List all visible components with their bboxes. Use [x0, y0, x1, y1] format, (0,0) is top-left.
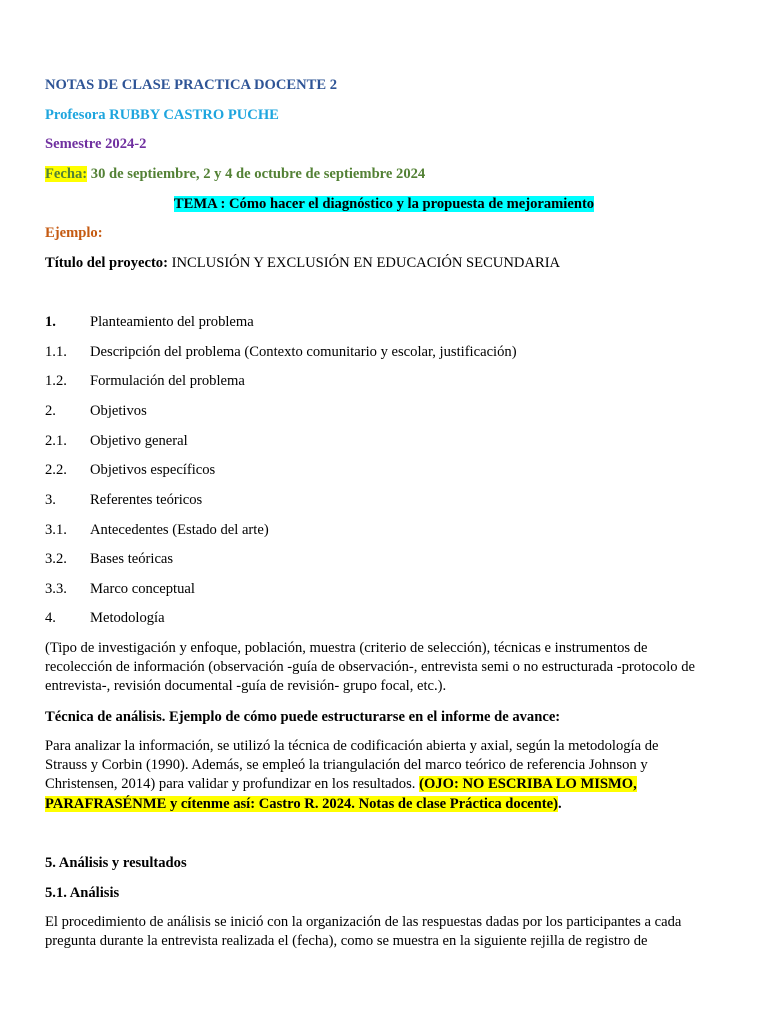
outline-item: Formulación del problema: [90, 373, 245, 389]
technique-paragraph-line: [45, 775, 637, 793]
tema-text: TEMA : Cómo hacer el diagnóstico y la propuesta de mejoramiento: [173, 196, 595, 212]
technique-paragraph-line: Para analizar la información, se utilizó la técnica de codificación abierta y axial, según la metodología de: [45, 738, 659, 754]
date-value: 30 de septiembre, 2 y 4 de octubre de septiembre 2024: [87, 166, 426, 182]
citation-end: .: [557, 796, 562, 812]
project-title-label: Título del proyecto:: [45, 255, 168, 271]
semester-label: Semestre 2024-2: [45, 136, 147, 152]
technique-paragraph-line: [45, 795, 562, 813]
subsection-heading-analysis: 5.1. Análisis: [45, 885, 120, 901]
outline-item: Metodología: [90, 610, 165, 626]
outline-num: 2.2.: [45, 462, 67, 478]
citation-note: (OJO: NO ESCRIBA LO MISMO,: [419, 776, 637, 792]
technique-text: Christensen, 2014) para validar y profundizar en los resultados.: [45, 776, 420, 792]
outline-item: Descripción del problema (Contexto comunitario y escolar, justificación): [90, 344, 517, 360]
outline-item: Bases teóricas: [90, 551, 174, 567]
outline-num: 1.: [45, 314, 56, 330]
outline-item: Objetivos: [90, 403, 147, 419]
outline-num: 3.3.: [45, 581, 67, 597]
citation-note: PARAFRASÉNME y cítenme así: Castro R. 2024. Notas de clase Práctica docente): [45, 796, 558, 812]
outline-num: 3.2.: [45, 551, 67, 567]
tema-heading: [0, 195, 768, 213]
outline-num: 2.: [45, 403, 56, 419]
outline-item: Objetivos específicos: [90, 462, 216, 478]
technique-heading: Técnica de análisis. Ejemplo de cómo puede estructurarse en el informe de avance:: [45, 709, 561, 725]
outline-num: 3.: [45, 492, 56, 508]
outline-item: Planteamiento del problema: [90, 314, 254, 330]
example-label: Ejemplo:: [45, 225, 103, 241]
method-note-line: entrevista-, revisión documental -guía de revisión- grupo focal, etc.).: [45, 678, 447, 694]
technique-paragraph-line: Strauss y Corbin (1990). Además, se empleó la triangulación del marco teórico de referencia Johnson y: [45, 757, 648, 773]
outline-num: 2.1.: [45, 433, 67, 449]
outline-num: 1.1.: [45, 344, 67, 360]
project-title-value: INCLUSIÓN Y EXCLUSIÓN EN EDUCACIÓN SECUNDARIA: [167, 255, 561, 271]
section-heading-results: 5. Análisis y resultados: [45, 855, 187, 871]
outline-num: 1.2.: [45, 373, 67, 389]
analysis-paragraph-line: El procedimiento de análisis se inició con la organización de las respuestas dadas por los participantes a cada: [45, 914, 682, 930]
outline-num: 4.: [45, 610, 56, 626]
date-line: [45, 165, 425, 183]
method-note-line: recolección de información (observación -guía de observación-, entrevista semi o no estructurada -protocolo de: [45, 659, 695, 675]
outline-item: Referentes teóricos: [90, 492, 203, 508]
date-label: Fecha:: [45, 166, 88, 182]
outline-item: Marco conceptual: [90, 581, 195, 597]
project-title-line: [45, 254, 560, 272]
professor-name: Profesora RUBBY CASTRO PUCHE: [45, 107, 279, 123]
outline-item: Objetivo general: [90, 433, 188, 449]
analysis-paragraph-line: pregunta durante la entrevista realizada el (fecha), como se muestra en la siguiente rejilla de registro de: [45, 933, 648, 949]
method-note-line: (Tipo de investigación y enfoque, población, muestra (criterio de selección), técnicas e instrumentos de: [45, 640, 648, 656]
document-title: NOTAS DE CLASE PRACTICA DOCENTE 2: [45, 77, 338, 93]
outline-item: Antecedentes (Estado del arte): [90, 522, 269, 538]
outline-num: 3.1.: [45, 522, 67, 538]
